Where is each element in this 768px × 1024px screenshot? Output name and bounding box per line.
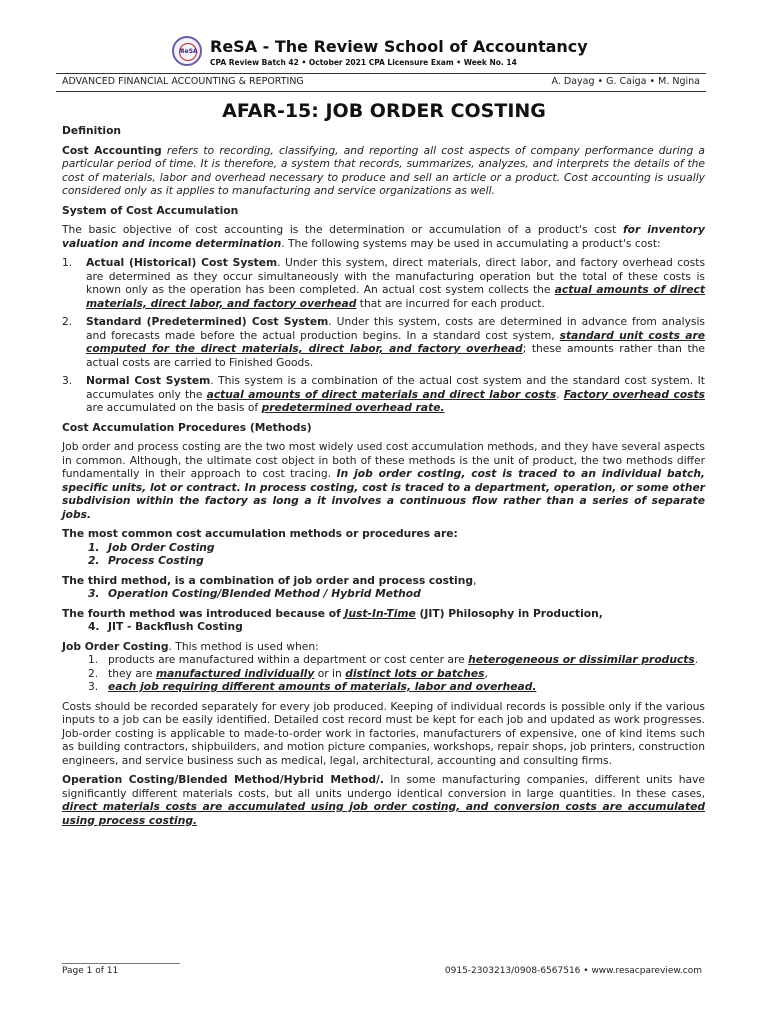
common-methods-list (62, 541, 705, 568)
list-item: 1. Job Order Costing (88, 540, 215, 554)
list-item: 3. Normal Cost System. This system is a combination of the actual cost system and the standard cost system. It accumulates only the actual amounts of direct materials and direct labor costs. Factory overhead costs are accumulated on the basis of predetermined overhead rate. (62, 374, 705, 414)
list-item: 3. Operation Costing/Blended Method / Hybrid Method (88, 587, 421, 600)
procedures-paragraph: Job order and process costing are the two most widely used cost accumulation methods, and they have several aspects in common. Although, the ultimate cost object in both of these methods is the unit of product, the two methods differ fundamentally in their approach to cost tracing. In job order costing, cost is traced to an individual batch, specific units, lot or contract. In process costing, cost is traced to a department, operation, or some other subdivision within the factory as long a it involves a continuous flow rather than a series of separate jobs. (62, 440, 705, 521)
list-item: 3. each job requiring different amounts of materials, labor and overhead. (88, 680, 537, 693)
list-item: 4. JIT - Backflush Costing (88, 620, 243, 633)
job-order-conditions (62, 653, 705, 694)
page-title: AFAR-15: JOB ORDER COSTING (222, 100, 546, 122)
procedures-heading: Cost Accumulation Procedures (Methods) (62, 420, 312, 434)
common-methods-lead: The most common cost accumulation methods or procedures are: (62, 527, 458, 540)
list-item: 2. Process Costing (88, 554, 204, 567)
job-order-paragraph: Costs should be recorded separately for every job produced. Keeping of individual records is possible only if the various inputs to a job can be easily identified. Detailed cost record must be kept for each job and updated as work progresses. Job-order costing is applicable to made-to-order work in factories, manufacturers of expensive, one of kind items such as building contractors, shipbuilders, and motion picture companies, workshops, repair shops, job printers, construction engineers, and service business such as medical, legal, architectural, accounting and consulting firms. (62, 699, 705, 767)
course-name: ADVANCED FINANCIAL ACCOUNTING & REPORTING (62, 76, 304, 87)
document-body (62, 124, 705, 833)
cost-system-list (62, 256, 705, 415)
course-bar (56, 73, 706, 92)
list-item: 2. they are manufactured individually or in distinct lots or batches, (88, 666, 488, 680)
fourth-method-lead: The fourth method was introduced because of Just-In-Time (JIT) Philosophy in Production, (62, 606, 603, 620)
contact-info: 0915-2303213/0908-6567516 • www.resacpareview.com (444, 966, 702, 976)
system-intro: The basic objective of cost accounting is the determination or accumulation of a product's cost for inventory valuation and income determination. The following systems may be used in accumulating a product's cost: (62, 223, 705, 250)
third-method-list (62, 587, 705, 601)
system-heading: System of Cost Accumulation (62, 203, 239, 217)
resa-logo (172, 36, 202, 66)
job-order-lead: Job Order Costing. This method is used when: (62, 639, 319, 653)
batch-subtitle: CPA Review Batch 42 • October 2021 CPA Licensure Exam • Week No. 14 (210, 58, 517, 67)
definition-heading: Definition (62, 124, 122, 137)
definition-paragraph: Cost Accounting refers to recording, classifying, and reporting all cost aspects of company performance during a particular period of time. It is therefore, a system that records, summarizes, analyzes, and interprets the details of the cost of materials, labor and overhead necessary to produce and sell an article or a product. Cost accounting is usually considered only as it applies to manufacturing and service organizations as well. (62, 143, 706, 197)
list-item: 1. Actual (Historical) Cost System. Under this system, direct materials, direct labor, and factory overhead costs are determined as they occur simultaneously with the manufacturing operation but the total of these costs is known only as the operation has been completed. An actual cost system collects the actual amounts of direct materials, direct labor, and factory overhead that are incurred for each product. (62, 256, 706, 310)
footer-divider (62, 963, 180, 964)
authors: A. Dayag • G. Caiga • M. Ngina (551, 76, 700, 87)
logo-text: ReSA (179, 43, 197, 61)
list-item: 2. Standard (Predetermined) Cost System. Under this system, costs are determined in advance from analysis and forecasts made before the actual production begins. In a standard cost system, standard unit costs are computed for the direct materials, direct labor, and factory overhead; these amounts rather than the actual costs are carried to Finished Goods. (62, 315, 706, 369)
third-method-lead: The third method, is a combination of job order and process costing, (62, 573, 477, 587)
fourth-method-list (62, 620, 705, 634)
school-name: ReSA - The Review School of Accountancy (210, 37, 588, 56)
page-number: Page 1 of 11 (62, 966, 119, 976)
list-item: 1. products are manufactured within a department or cost center are heterogeneous or dissimilar products. (88, 653, 699, 666)
operation-costing-paragraph: Operation Costing/Blended Method/Hybrid Method/. In some manufacturing companies, different units have significantly different materials costs, but all units undergo identical conversion in large quantities. In these cases, direct materials costs are accumulated using job order costing, and conversion costs are accumulated using process costing. (62, 773, 705, 827)
